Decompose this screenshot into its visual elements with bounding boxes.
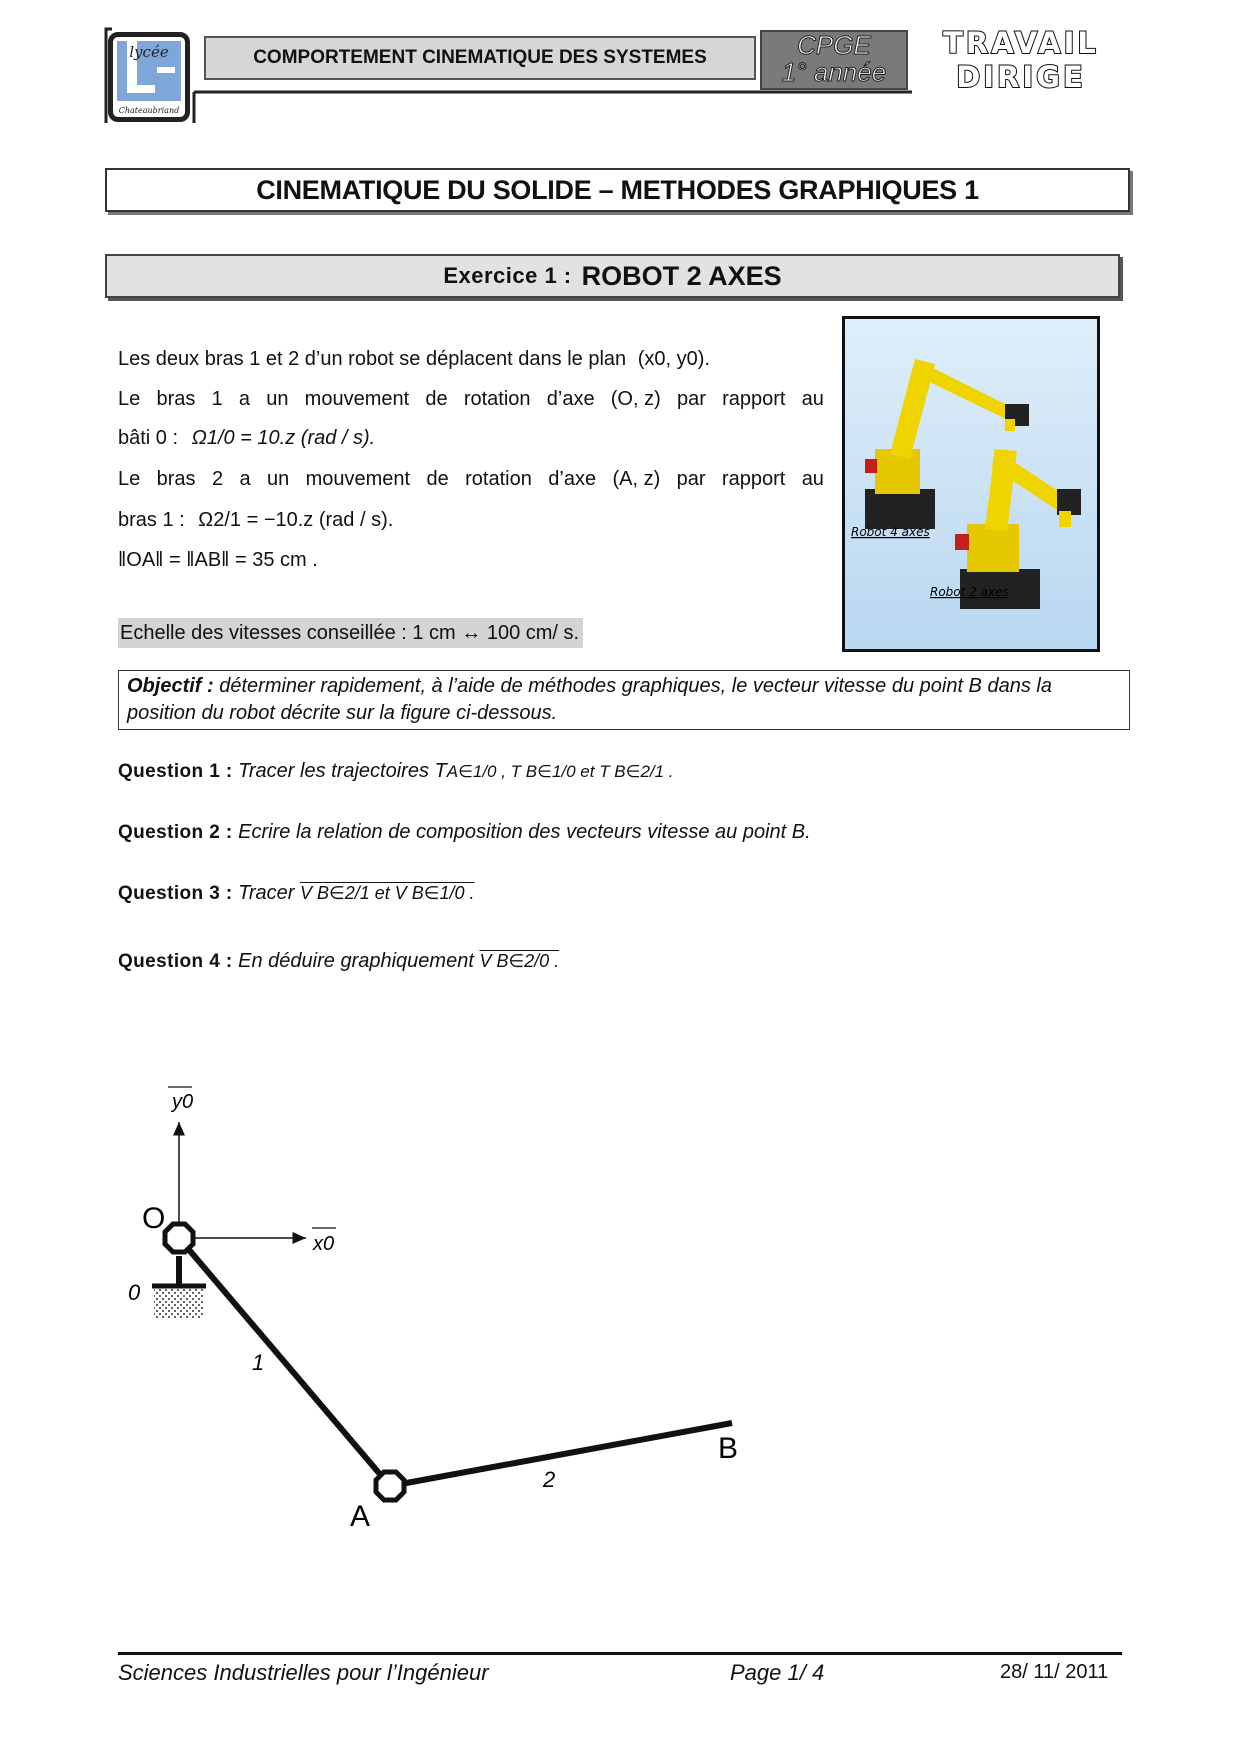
header-level	[760, 30, 908, 90]
photo-caption-4-axes: Robot 4 axes	[851, 525, 930, 539]
header-doc-type-line1: TRAVAIL	[943, 26, 1099, 60]
intro-word: un	[266, 388, 289, 410]
intro-word: d’axe	[546, 388, 595, 410]
header-doc-type	[910, 26, 1132, 96]
header-level-line2: 1° année	[781, 57, 887, 87]
intro-word: de	[426, 468, 449, 490]
intro-word: Le	[118, 388, 141, 410]
question-text: Tracer les trajectoires T	[238, 760, 447, 782]
intro-word: a	[238, 388, 251, 410]
intro-line-5	[118, 509, 393, 532]
logo-text: lycée	[129, 43, 169, 61]
point-A-label: A	[350, 1500, 371, 1533]
intro-word: Le	[118, 468, 141, 490]
page-title: CINEMATIQUE DU SOLIDE – METHODES GRAPHIQUES 1	[105, 168, 1130, 212]
intro-axis-A: (A, z)	[612, 468, 661, 490]
intro-word: rapport	[722, 388, 786, 410]
photo-caption-2-axes: Robot 2 axes	[930, 585, 1009, 599]
intro-word: bras	[156, 388, 196, 410]
intro-lengths: ‖OA‖ = ‖AB‖ = 35 cm .	[118, 549, 318, 571]
intro-line-4	[118, 468, 824, 491]
velocity-scale-note: Echelle des vitesses conseillée : 1 cm ↔ 100 cm/ s.	[118, 618, 583, 648]
intro-word: par	[676, 388, 706, 410]
arm-2	[390, 1423, 732, 1486]
question-label: Question 1 :	[118, 761, 233, 782]
question-text: Ecrire la relation de composition des vecteurs vitesse au point B.	[238, 821, 811, 843]
school-logo-graphic	[113, 37, 185, 117]
school-logo	[108, 32, 190, 122]
footer-date: 28/ 11/ 2011	[1000, 1661, 1109, 1683]
x0-label: x0	[313, 1233, 335, 1255]
intro-word: de	[425, 388, 448, 410]
intro-omega-1-0: Ω1/0 = 10.z (rad / s).	[191, 427, 376, 449]
intro-plane: (x0, y0).	[637, 348, 710, 370]
joint-O	[165, 1224, 193, 1252]
robot-illustration	[845, 319, 1097, 649]
intro-line5-prefix: bras 1 :	[118, 509, 185, 531]
exercise-name: ROBOT 2 AXES	[581, 260, 782, 291]
footer-subject: Sciences Industrielles pour l’Ingénieur	[118, 1660, 489, 1685]
question-text: En déduire graphiquement	[238, 950, 474, 972]
exercise-label: Exercice 1 :	[443, 263, 572, 288]
header-level-line1: CPGE	[797, 30, 871, 60]
arm-1-label: 1	[252, 1350, 265, 1375]
footer-page-number: Page 1/ 4	[730, 1660, 825, 1685]
intro-word: rotation	[463, 388, 531, 410]
objective-box	[118, 670, 1130, 730]
intro-word: mouvement	[305, 468, 411, 490]
question-math: A∈1/0 , T B∈1/0 et T B∈2/1 .	[446, 762, 674, 781]
question-2	[118, 821, 811, 844]
question-4	[118, 950, 559, 973]
intro-line-3	[118, 427, 375, 450]
question-text: Tracer	[238, 882, 295, 904]
intro-word: rotation	[465, 468, 532, 490]
robot-kinematic-figure	[110, 1060, 810, 1540]
intro-word: au	[801, 468, 824, 490]
intro-word: 2	[211, 468, 224, 490]
point-O-label: O	[142, 1202, 166, 1235]
logo-caption: Chateaubriand	[118, 106, 180, 115]
robot-photo	[842, 316, 1100, 652]
intro-word: un	[266, 468, 290, 490]
y0-label: y0	[172, 1091, 194, 1113]
joint-A	[376, 1472, 404, 1500]
question-math: V B∈2/0 .	[479, 951, 560, 971]
intro-line-1	[118, 348, 710, 371]
footer-rule	[118, 1652, 1122, 1655]
intro-word: a	[239, 468, 251, 490]
question-1	[118, 760, 674, 783]
question-label: Question 4 :	[118, 951, 233, 972]
point-B-label: B	[718, 1432, 739, 1465]
objective-text: déterminer rapidement, à l’aide de méthodes graphiques, le vecteur vitesse du point B dans la position du robot décrite sur la figure ci-dessous.	[127, 675, 1052, 724]
intro-line-2	[118, 388, 824, 411]
question-3	[118, 882, 474, 905]
intro-line1-text: Les deux bras 1 et 2 d’un robot se déplacent dans le plan	[118, 348, 627, 370]
intro-axis-O: (O, z)	[610, 388, 661, 410]
frame-0-ground	[154, 1288, 204, 1318]
objective-label: Objectif :	[127, 675, 214, 697]
header-subject: COMPORTEMENT CINEMATIQUE DES SYSTEMES	[204, 36, 756, 80]
question-math: V B∈2/1 et V B∈1/0 .	[300, 883, 475, 903]
arm-1	[179, 1238, 390, 1486]
intro-word: bras	[156, 468, 196, 490]
intro-word: 1	[211, 388, 223, 410]
arm-2-label: 2	[543, 1467, 556, 1492]
intro-word: au	[801, 388, 824, 410]
intro-word: d’axe	[548, 468, 597, 490]
exercise-heading	[105, 254, 1120, 298]
intro-word: rapport	[721, 468, 786, 490]
intro-line3-prefix: bâti 0 :	[118, 427, 179, 449]
intro-word: par	[676, 468, 706, 490]
question-label: Question 3 :	[118, 883, 233, 904]
header-doc-type-line2: DIRIGE	[956, 60, 1086, 94]
frame-0-label: 0	[128, 1280, 141, 1305]
intro-omega-2-1: Ω2/1 = −10.z (rad / s).	[198, 509, 394, 531]
intro-word: mouvement	[304, 388, 410, 410]
question-label: Question 2 :	[118, 822, 233, 843]
